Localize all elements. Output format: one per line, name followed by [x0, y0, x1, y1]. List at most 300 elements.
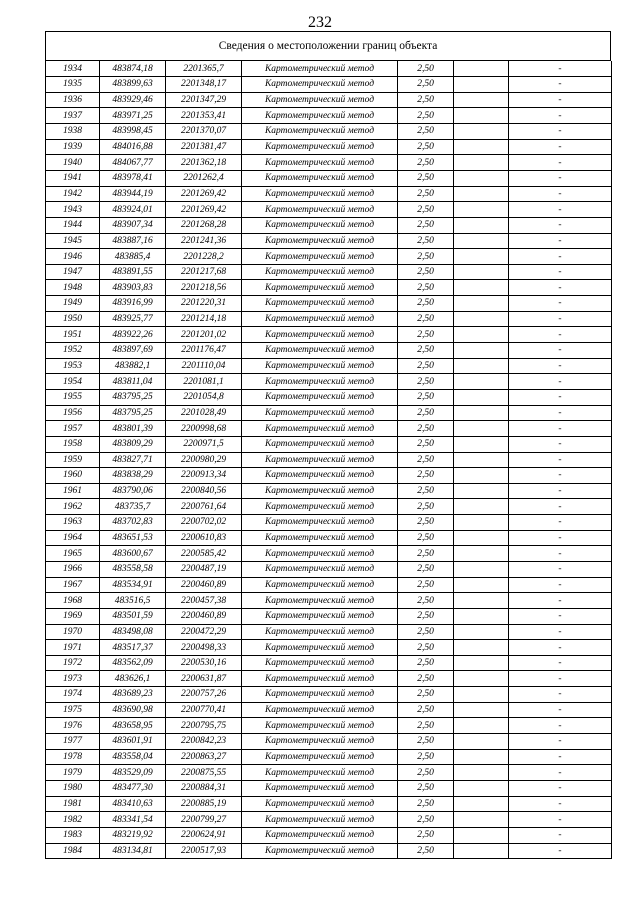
y-coordinate-cell: 2201269,42	[166, 186, 242, 202]
empty-cell	[454, 124, 509, 140]
table-row	[46, 77, 612, 93]
accuracy-cell: 2,50	[398, 562, 454, 578]
table-row	[46, 374, 612, 390]
accuracy-cell: 2,50	[398, 436, 454, 452]
x-coordinate-cell: 483922,26	[100, 327, 166, 343]
y-coordinate-cell: 2201220,31	[166, 296, 242, 312]
table-row	[46, 452, 612, 468]
y-coordinate-cell: 2201176,47	[166, 343, 242, 359]
note-cell: -	[509, 249, 612, 265]
point-number-cell: 1948	[46, 280, 100, 296]
table-row	[46, 624, 612, 640]
accuracy-cell: 2,50	[398, 640, 454, 656]
y-coordinate-cell: 2200761,64	[166, 499, 242, 515]
x-coordinate-cell: 483735,7	[100, 499, 166, 515]
accuracy-cell: 2,50	[398, 796, 454, 812]
note-cell: -	[509, 827, 612, 843]
point-number-cell: 1984	[46, 843, 100, 859]
accuracy-cell: 2,50	[398, 327, 454, 343]
table-row	[46, 515, 612, 531]
empty-cell	[454, 812, 509, 828]
point-number-cell: 1942	[46, 186, 100, 202]
note-cell: -	[509, 217, 612, 233]
table-title: Сведения о местоположении границ объекта	[45, 31, 611, 61]
empty-cell	[454, 186, 509, 202]
method-cell: Картометрический метод	[242, 77, 398, 93]
empty-cell	[454, 655, 509, 671]
note-cell: -	[509, 765, 612, 781]
empty-cell	[454, 249, 509, 265]
empty-cell	[454, 702, 509, 718]
accuracy-cell: 2,50	[398, 483, 454, 499]
empty-cell	[454, 296, 509, 312]
x-coordinate-cell: 483534,91	[100, 577, 166, 593]
page-number: 232	[308, 14, 332, 31]
method-cell: Картометрический метод	[242, 499, 398, 515]
y-coordinate-cell: 2201370,07	[166, 124, 242, 140]
empty-cell	[454, 280, 509, 296]
x-coordinate-cell: 483517,37	[100, 640, 166, 656]
method-cell: Картометрический метод	[242, 124, 398, 140]
note-cell: -	[509, 155, 612, 171]
table-row	[46, 280, 612, 296]
note-cell: -	[509, 311, 612, 327]
method-cell: Картометрический метод	[242, 170, 398, 186]
y-coordinate-cell: 2201028,49	[166, 405, 242, 421]
method-cell: Картометрический метод	[242, 843, 398, 859]
y-coordinate-cell: 2200863,27	[166, 749, 242, 765]
method-cell: Картометрический метод	[242, 577, 398, 593]
point-number-cell: 1966	[46, 562, 100, 578]
accuracy-cell: 2,50	[398, 593, 454, 609]
note-cell: -	[509, 593, 612, 609]
accuracy-cell: 2,50	[398, 702, 454, 718]
note-cell: -	[509, 812, 612, 828]
point-number-cell: 1964	[46, 530, 100, 546]
point-number-cell: 1955	[46, 389, 100, 405]
empty-cell	[454, 233, 509, 249]
x-coordinate-cell: 483916,99	[100, 296, 166, 312]
method-cell: Картометрический метод	[242, 389, 398, 405]
empty-cell	[454, 77, 509, 93]
point-number-cell: 1983	[46, 827, 100, 843]
empty-cell	[454, 640, 509, 656]
table-row	[46, 702, 612, 718]
x-coordinate-cell: 483827,71	[100, 452, 166, 468]
accuracy-cell: 2,50	[398, 77, 454, 93]
table-row	[46, 186, 612, 202]
method-cell: Картометрический метод	[242, 405, 398, 421]
point-number-cell: 1939	[46, 139, 100, 155]
y-coordinate-cell: 2201362,18	[166, 155, 242, 171]
empty-cell	[454, 139, 509, 155]
empty-cell	[454, 577, 509, 593]
table-row	[46, 608, 612, 624]
table-row	[46, 640, 612, 656]
point-number-cell: 1954	[46, 374, 100, 390]
table-row	[46, 749, 612, 765]
point-number-cell: 1956	[46, 405, 100, 421]
y-coordinate-cell: 2200702,02	[166, 515, 242, 531]
point-number-cell: 1935	[46, 77, 100, 93]
empty-cell	[454, 436, 509, 452]
x-coordinate-cell: 483341,54	[100, 812, 166, 828]
point-number-cell: 1982	[46, 812, 100, 828]
point-number-cell: 1960	[46, 468, 100, 484]
x-coordinate-cell: 483562,09	[100, 655, 166, 671]
x-coordinate-cell: 483874,18	[100, 61, 166, 77]
note-cell: -	[509, 264, 612, 280]
empty-cell	[454, 389, 509, 405]
empty-cell	[454, 327, 509, 343]
y-coordinate-cell: 2200885,19	[166, 796, 242, 812]
method-cell: Картометрический метод	[242, 280, 398, 296]
empty-cell	[454, 108, 509, 124]
point-number-cell: 1980	[46, 780, 100, 796]
x-coordinate-cell: 483801,39	[100, 421, 166, 437]
accuracy-cell: 2,50	[398, 624, 454, 640]
note-cell: -	[509, 202, 612, 218]
accuracy-cell: 2,50	[398, 827, 454, 843]
method-cell: Картометрический метод	[242, 249, 398, 265]
table-row	[46, 562, 612, 578]
accuracy-cell: 2,50	[398, 139, 454, 155]
x-coordinate-cell: 483978,41	[100, 170, 166, 186]
point-number-cell: 1974	[46, 687, 100, 703]
table-row	[46, 530, 612, 546]
accuracy-cell: 2,50	[398, 843, 454, 859]
point-number-cell: 1967	[46, 577, 100, 593]
accuracy-cell: 2,50	[398, 577, 454, 593]
x-coordinate-cell: 483600,67	[100, 546, 166, 562]
empty-cell	[454, 421, 509, 437]
note-cell: -	[509, 327, 612, 343]
point-number-cell: 1941	[46, 170, 100, 186]
accuracy-cell: 2,50	[398, 687, 454, 703]
x-coordinate-cell: 484067,77	[100, 155, 166, 171]
method-cell: Картометрический метод	[242, 655, 398, 671]
table-row	[46, 249, 612, 265]
accuracy-cell: 2,50	[398, 186, 454, 202]
y-coordinate-cell: 2200460,89	[166, 608, 242, 624]
method-cell: Картометрический метод	[242, 640, 398, 656]
point-number-cell: 1965	[46, 546, 100, 562]
method-cell: Картометрический метод	[242, 515, 398, 531]
y-coordinate-cell: 2200971,5	[166, 436, 242, 452]
x-coordinate-cell: 483477,30	[100, 780, 166, 796]
x-coordinate-cell: 483998,45	[100, 124, 166, 140]
empty-cell	[454, 562, 509, 578]
note-cell: -	[509, 296, 612, 312]
accuracy-cell: 2,50	[398, 280, 454, 296]
x-coordinate-cell: 483558,58	[100, 562, 166, 578]
y-coordinate-cell: 2200472,29	[166, 624, 242, 640]
note-cell: -	[509, 577, 612, 593]
table-row	[46, 593, 612, 609]
method-cell: Картометрический метод	[242, 671, 398, 687]
empty-cell	[454, 530, 509, 546]
method-cell: Картометрический метод	[242, 749, 398, 765]
point-number-cell: 1943	[46, 202, 100, 218]
accuracy-cell: 2,50	[398, 671, 454, 687]
y-coordinate-cell: 2201241,36	[166, 233, 242, 249]
table-row	[46, 217, 612, 233]
method-cell: Картометрический метод	[242, 702, 398, 718]
accuracy-cell: 2,50	[398, 734, 454, 750]
point-number-cell: 1937	[46, 108, 100, 124]
x-coordinate-cell: 483558,04	[100, 749, 166, 765]
accuracy-cell: 2,50	[398, 374, 454, 390]
table-row	[46, 92, 612, 108]
note-cell: -	[509, 530, 612, 546]
y-coordinate-cell: 2201353,41	[166, 108, 242, 124]
x-coordinate-cell: 484016,88	[100, 139, 166, 155]
x-coordinate-cell: 483795,25	[100, 389, 166, 405]
accuracy-cell: 2,50	[398, 452, 454, 468]
table-row	[46, 468, 612, 484]
point-number-cell: 1958	[46, 436, 100, 452]
note-cell: -	[509, 374, 612, 390]
y-coordinate-cell: 2200795,75	[166, 718, 242, 734]
table-row	[46, 405, 612, 421]
point-number-cell: 1951	[46, 327, 100, 343]
x-coordinate-cell: 483885,4	[100, 249, 166, 265]
x-coordinate-cell: 483887,16	[100, 233, 166, 249]
x-coordinate-cell: 483651,53	[100, 530, 166, 546]
table-row	[46, 311, 612, 327]
accuracy-cell: 2,50	[398, 515, 454, 531]
accuracy-cell: 2,50	[398, 389, 454, 405]
x-coordinate-cell: 483219,92	[100, 827, 166, 843]
table-row	[46, 421, 612, 437]
note-cell: -	[509, 640, 612, 656]
note-cell: -	[509, 139, 612, 155]
note-cell: -	[509, 499, 612, 515]
empty-cell	[454, 749, 509, 765]
y-coordinate-cell: 2200530,16	[166, 655, 242, 671]
accuracy-cell: 2,50	[398, 217, 454, 233]
point-number-cell: 1959	[46, 452, 100, 468]
boundary-points-table	[45, 61, 612, 859]
y-coordinate-cell: 2201054,8	[166, 389, 242, 405]
note-cell: -	[509, 233, 612, 249]
empty-cell	[454, 311, 509, 327]
point-number-cell: 1970	[46, 624, 100, 640]
method-cell: Картометрический метод	[242, 202, 398, 218]
x-coordinate-cell: 483690,98	[100, 702, 166, 718]
y-coordinate-cell: 2200998,68	[166, 421, 242, 437]
note-cell: -	[509, 343, 612, 359]
accuracy-cell: 2,50	[398, 311, 454, 327]
empty-cell	[454, 264, 509, 280]
table-row	[46, 108, 612, 124]
y-coordinate-cell: 2201214,18	[166, 311, 242, 327]
empty-cell	[454, 734, 509, 750]
method-cell: Картометрический метод	[242, 264, 398, 280]
point-number-cell: 1934	[46, 61, 100, 77]
method-cell: Картометрический метод	[242, 421, 398, 437]
accuracy-cell: 2,50	[398, 170, 454, 186]
note-cell: -	[509, 780, 612, 796]
x-coordinate-cell: 483838,29	[100, 468, 166, 484]
note-cell: -	[509, 61, 612, 77]
point-number-cell: 1961	[46, 483, 100, 499]
note-cell: -	[509, 108, 612, 124]
accuracy-cell: 2,50	[398, 296, 454, 312]
empty-cell	[454, 358, 509, 374]
accuracy-cell: 2,50	[398, 405, 454, 421]
method-cell: Картометрический метод	[242, 343, 398, 359]
table-row	[46, 655, 612, 671]
method-cell: Картометрический метод	[242, 827, 398, 843]
table-row	[46, 687, 612, 703]
note-cell: -	[509, 389, 612, 405]
accuracy-cell: 2,50	[398, 264, 454, 280]
method-cell: Картометрический метод	[242, 327, 398, 343]
point-number-cell: 1979	[46, 765, 100, 781]
note-cell: -	[509, 405, 612, 421]
x-coordinate-cell: 483501,59	[100, 608, 166, 624]
y-coordinate-cell: 2200799,27	[166, 812, 242, 828]
note-cell: -	[509, 515, 612, 531]
accuracy-cell: 2,50	[398, 780, 454, 796]
note-cell: -	[509, 92, 612, 108]
note-cell: -	[509, 186, 612, 202]
accuracy-cell: 2,50	[398, 202, 454, 218]
method-cell: Картометрический метод	[242, 108, 398, 124]
x-coordinate-cell: 483971,25	[100, 108, 166, 124]
y-coordinate-cell: 2201269,42	[166, 202, 242, 218]
method-cell: Картометрический метод	[242, 546, 398, 562]
point-number-cell: 1971	[46, 640, 100, 656]
method-cell: Картометрический метод	[242, 765, 398, 781]
table-row	[46, 358, 612, 374]
table-row	[46, 546, 612, 562]
note-cell: -	[509, 655, 612, 671]
method-cell: Картометрический метод	[242, 233, 398, 249]
table-row	[46, 155, 612, 171]
y-coordinate-cell: 2201268,28	[166, 217, 242, 233]
method-cell: Картометрический метод	[242, 139, 398, 155]
y-coordinate-cell: 2200842,23	[166, 734, 242, 750]
x-coordinate-cell: 483891,55	[100, 264, 166, 280]
accuracy-cell: 2,50	[398, 468, 454, 484]
y-coordinate-cell: 2200840,56	[166, 483, 242, 499]
y-coordinate-cell: 2201217,68	[166, 264, 242, 280]
y-coordinate-cell: 2200498,33	[166, 640, 242, 656]
table-row	[46, 139, 612, 155]
method-cell: Картометрический метод	[242, 92, 398, 108]
table-row	[46, 264, 612, 280]
empty-cell	[454, 608, 509, 624]
method-cell: Картометрический метод	[242, 374, 398, 390]
accuracy-cell: 2,50	[398, 155, 454, 171]
point-number-cell: 1968	[46, 593, 100, 609]
x-coordinate-cell: 483410,63	[100, 796, 166, 812]
y-coordinate-cell: 2200875,55	[166, 765, 242, 781]
point-number-cell: 1972	[46, 655, 100, 671]
x-coordinate-cell: 483811,04	[100, 374, 166, 390]
x-coordinate-cell: 483924,01	[100, 202, 166, 218]
x-coordinate-cell: 483790,06	[100, 483, 166, 499]
note-cell: -	[509, 702, 612, 718]
y-coordinate-cell: 2200757,26	[166, 687, 242, 703]
table-row	[46, 202, 612, 218]
note-cell: -	[509, 452, 612, 468]
empty-cell	[454, 170, 509, 186]
x-coordinate-cell: 483529,09	[100, 765, 166, 781]
table-row	[46, 780, 612, 796]
x-coordinate-cell: 483516,5	[100, 593, 166, 609]
empty-cell	[454, 624, 509, 640]
point-number-cell: 1946	[46, 249, 100, 265]
x-coordinate-cell: 483929,46	[100, 92, 166, 108]
empty-cell	[454, 843, 509, 859]
note-cell: -	[509, 77, 612, 93]
table-row	[46, 61, 612, 77]
x-coordinate-cell: 483903,83	[100, 280, 166, 296]
empty-cell	[454, 499, 509, 515]
point-number-cell: 1952	[46, 343, 100, 359]
point-number-cell: 1936	[46, 92, 100, 108]
accuracy-cell: 2,50	[398, 421, 454, 437]
empty-cell	[454, 468, 509, 484]
y-coordinate-cell: 2200980,29	[166, 452, 242, 468]
y-coordinate-cell: 2200884,31	[166, 780, 242, 796]
point-number-cell: 1950	[46, 311, 100, 327]
accuracy-cell: 2,50	[398, 546, 454, 562]
y-coordinate-cell: 2201348,17	[166, 77, 242, 93]
point-number-cell: 1945	[46, 233, 100, 249]
point-number-cell: 1978	[46, 749, 100, 765]
x-coordinate-cell: 483601,91	[100, 734, 166, 750]
empty-cell	[454, 483, 509, 499]
method-cell: Картометрический метод	[242, 436, 398, 452]
method-cell: Картометрический метод	[242, 780, 398, 796]
note-cell: -	[509, 608, 612, 624]
note-cell: -	[509, 671, 612, 687]
y-coordinate-cell: 2201381,47	[166, 139, 242, 155]
method-cell: Картометрический метод	[242, 468, 398, 484]
point-number-cell: 1957	[46, 421, 100, 437]
method-cell: Картометрический метод	[242, 530, 398, 546]
method-cell: Картометрический метод	[242, 186, 398, 202]
empty-cell	[454, 61, 509, 77]
x-coordinate-cell: 483809,29	[100, 436, 166, 452]
point-number-cell: 1947	[46, 264, 100, 280]
empty-cell	[454, 718, 509, 734]
boundary-table-frame	[45, 31, 611, 859]
table-row	[46, 233, 612, 249]
note-cell: -	[509, 546, 612, 562]
table-row	[46, 499, 612, 515]
note-cell: -	[509, 421, 612, 437]
y-coordinate-cell: 2200610,83	[166, 530, 242, 546]
note-cell: -	[509, 796, 612, 812]
y-coordinate-cell: 2201110,04	[166, 358, 242, 374]
x-coordinate-cell: 483882,1	[100, 358, 166, 374]
empty-cell	[454, 92, 509, 108]
y-coordinate-cell: 2200913,34	[166, 468, 242, 484]
point-number-cell: 1938	[46, 124, 100, 140]
x-coordinate-cell: 483897,69	[100, 343, 166, 359]
y-coordinate-cell: 2201262,4	[166, 170, 242, 186]
table-row	[46, 483, 612, 499]
empty-cell	[454, 780, 509, 796]
method-cell: Картометрический метод	[242, 311, 398, 327]
y-coordinate-cell: 2200457,38	[166, 593, 242, 609]
y-coordinate-cell: 2200624,91	[166, 827, 242, 843]
